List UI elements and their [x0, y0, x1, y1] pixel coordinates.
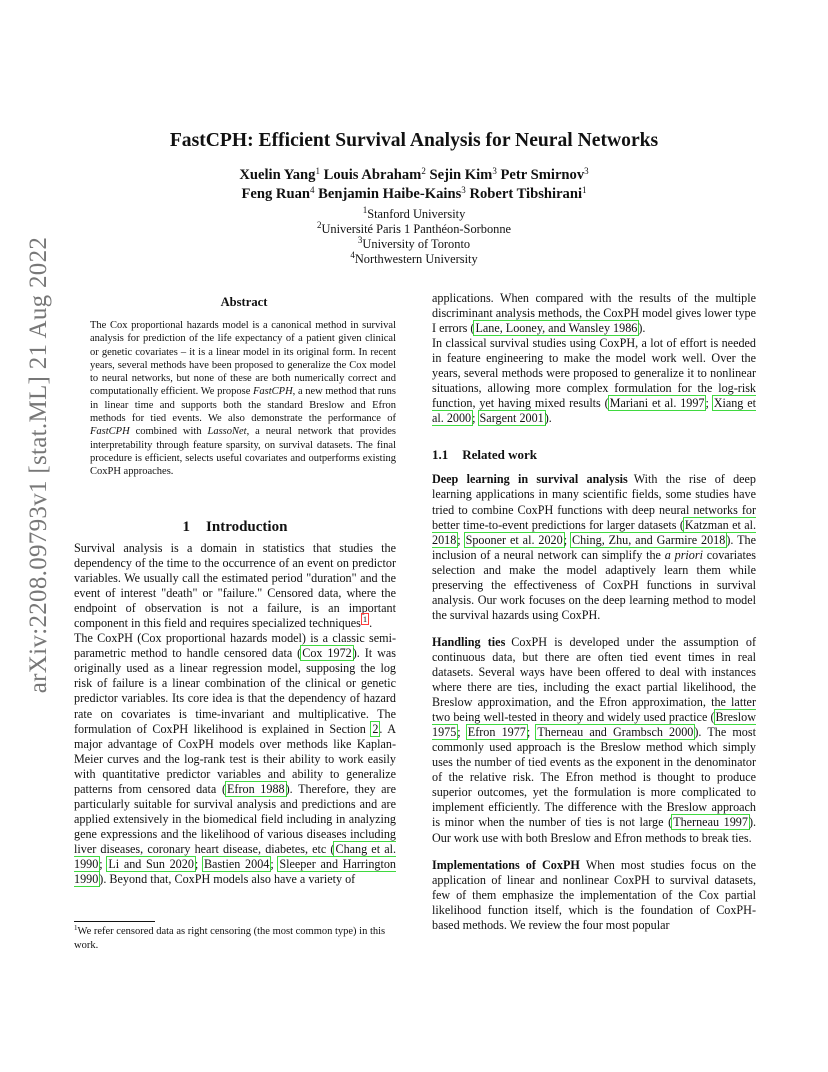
affil-mark: 4: [350, 250, 355, 260]
abstract-text: [90, 319, 396, 479]
paragraph: [74, 631, 396, 887]
subsection-heading-related-work: [432, 446, 756, 463]
paper-title: FastCPH: Efficient Survival Analysis for Neural Networks: [169, 130, 659, 151]
citation-link[interactable]: Li and Sun 2020: [108, 856, 194, 871]
method-name: FastCPH: [253, 386, 293, 398]
affiliation-list: [0, 207, 828, 267]
abstract-segment: combined with: [129, 426, 208, 438]
citation-link[interactable]: Mariani et al. 1997: [609, 396, 705, 411]
text-segment: ). The inclusion of a neural network can simplify the: [432, 532, 756, 562]
arxiv-stamp: [24, 236, 54, 694]
author-affil-mark: 1: [315, 166, 320, 176]
author-name: Xuelin Yang: [239, 167, 316, 183]
paragraph-heading: Implementations of CoxPH: [432, 857, 580, 872]
separator: ;: [563, 532, 572, 547]
subsection-title: Related work: [462, 447, 537, 463]
footnote-mark: 1: [74, 924, 78, 932]
author-affil-mark: 3: [584, 166, 589, 176]
paragraph: [432, 858, 756, 933]
author-name: Petr Smirnov: [500, 167, 585, 183]
affil-mark: 2: [316, 220, 322, 230]
citation-link[interactable]: Cox 1972: [302, 646, 352, 661]
left-column: [74, 541, 396, 887]
citation-link[interactable]: Therneau and Grambsch 2000: [537, 725, 694, 740]
affiliation: [0, 207, 828, 222]
abstract-segment: , a neural network that provides interpretability through feature sparsity, on survival datasets. The final procedure is efficient, selects useful covariates and outperforms existing CoxPH approaches.: [90, 426, 396, 478]
text-segment: ). It was originally used as a linear regression model, supposing the log risk of failure is a linear combination of the clinical or genetic predictor variables. Its core idea is that the dependency of hazard rate on covariates is time-invariant and multiplicative. The formulation of CoxPH likelihood is explained in Section: [74, 646, 396, 736]
text-segment: ). The most commonly used approach is the Breslow method which simply uses the number of tied events as the exponent in the denominator of the relative risk. The Efron method is thought to produce superior outcomes, yet the formulation is more complicated to implement efficiently. The difference with the Breslow approach is minor when the number of ties is not large (: [432, 725, 756, 830]
author-affil-mark: 2: [421, 166, 426, 176]
section-heading-introduction: [74, 517, 396, 537]
citation-link[interactable]: Sleeper and Harrington 1990: [74, 856, 396, 887]
affil-name: Université Paris 1 Panthéon-Sorbonne: [321, 222, 512, 236]
text-segment: In classical survival studies using CoxPH, a lot of effort is needed in feature engineering to make the model work well. Over the years, several methods were proposed to generalize it to nonlinear situations, allowing more complex formulation for the log-risk function, yet having mixed results (: [432, 336, 756, 411]
abstract-segment: The Cox proportional hazards model is a canonical method in survival analysis for prediction of the life expectancy of a patient given clinical or genetic covariates – it is a linear model in its original form. In recent years, several methods have been proposed to generalize the Cox model to neural networks, but none of these are both numerically correct and computationally efficient. We propose: [90, 320, 396, 398]
author-affil-mark: 4: [310, 185, 315, 195]
separator: ;: [194, 856, 203, 871]
citation-link[interactable]: Efron 1977: [467, 725, 526, 740]
abstract-heading: Abstract: [220, 295, 268, 309]
separator: ;: [526, 725, 537, 740]
citation-link[interactable]: Katzman et al. 2018: [432, 517, 756, 547]
author-name: Benjamin Haibe-Kains: [318, 186, 462, 202]
section-number: 1: [182, 519, 191, 535]
text-segment: Survival analysis is a domain in statistics that studies the dependency of the time to the occurrence of an event on predictor variables. We usually call the estimated period "duration" and the event of interest "death" or "failure." Censored data, where the endpoint of observation is not a failure, is an important component in this field and requires specialized techniques: [74, 541, 396, 631]
citation-link[interactable]: Spooner et al. 2020: [465, 532, 563, 547]
affil-mark: 1: [362, 205, 368, 215]
separator: ;: [457, 725, 467, 740]
affil-name: Northwestern University: [354, 252, 478, 266]
author-name: Sejin Kim: [429, 167, 493, 183]
text-segment: .: [369, 616, 373, 631]
right-column: [432, 291, 756, 933]
abstract-segment: , a new method that runs in linear time and supports both the standard Breslow and Efron methods for tied events. We also demonstrate the performance of: [90, 386, 396, 425]
separator: ;: [705, 396, 713, 411]
footnote: [74, 925, 396, 952]
affiliation: [0, 222, 828, 237]
text-segment: covariates selection and make the model adaptively learn them while preserving the effectiveness of CoxPH functions in survival analysis. Our work focuses on the deep learning method to model the survival hazards using CoxPH.: [432, 547, 756, 622]
footnote-text: We refer censored data as right censoring (the most common type) in this work.: [74, 926, 386, 951]
author-affil-mark: 3: [492, 166, 497, 176]
paragraph: [432, 472, 756, 622]
citation-link[interactable]: Bastien 2004: [203, 856, 270, 871]
citation-link[interactable]: Ching, Zhu, and Garmire 2018: [572, 532, 726, 547]
text-segment: ).: [544, 411, 552, 426]
text-segment: ).: [638, 321, 646, 336]
author-list: [0, 166, 828, 204]
citation-link[interactable]: Sargent 2001: [479, 411, 544, 426]
section-link[interactable]: 2: [372, 721, 379, 736]
affiliation: [0, 237, 828, 252]
paragraph-heading: Deep learning in survival analysis: [432, 472, 628, 487]
paragraph: [432, 635, 756, 846]
arxiv-id[interactable]: arXiv:2208.09793v1 [stat.ML] 21 Aug 2022: [25, 236, 53, 694]
paragraph-heading: Handling ties: [432, 634, 506, 649]
separator: ;: [472, 411, 479, 426]
author-affil-mark: 3: [461, 185, 466, 195]
text-segment: CoxPH is developed under the assumption of continuous data, but there are often tied event times in real datasets. Several ways have been offered to deal with instances where there are ties, including the exact partial likelihood, the Breslow approximation, and the Efron approximation, the latter two being well-tested in theory and widely used practice (: [432, 634, 756, 725]
paragraph: [74, 541, 396, 631]
paragraph: [432, 336, 756, 426]
citation-link[interactable]: Breslow 1975: [432, 710, 756, 740]
footnote-rule: [74, 921, 155, 922]
separator: ;: [270, 856, 279, 871]
footnote-link[interactable]: 1: [362, 614, 368, 625]
affil-name: University of Toronto: [362, 237, 471, 251]
author-name: Louis Abraham: [323, 167, 422, 183]
citation-link[interactable]: Xiang et al. 2000: [432, 396, 756, 426]
text-segment: ). Beyond that, CoxPH models also have a variety of: [99, 872, 356, 887]
method-name: FastCPH: [90, 426, 130, 438]
paragraph: [432, 291, 756, 336]
method-name: LassoNet: [207, 426, 247, 438]
separator: ;: [457, 532, 465, 547]
text-segment: When most studies focus on the application of linear and nonlinear CoxPH to survival datasets, few of them emphasize the implementation of the Cox partial likelihood function itself, which is the foundation of CoxPH-based methods. We review the four most popular: [432, 857, 756, 932]
section-title: Introduction: [206, 519, 288, 535]
subsection-number: 1.1: [432, 447, 449, 463]
affiliation: [0, 252, 828, 267]
author-line-2: [0, 185, 828, 204]
affil-name: Stanford University: [367, 207, 466, 221]
text-segment: applications. When compared with the results of the multiple discriminant analysis methods, the CoxPH model gives lower type I errors (: [432, 291, 756, 336]
text-segment: The CoxPH (Cox proportional hazards model) is a classic semi-parametric method to handle censored data (: [74, 631, 396, 661]
affil-mark: 3: [357, 235, 363, 245]
author-affil-mark: 1: [582, 185, 587, 195]
separator: ;: [99, 856, 108, 871]
author-name: Robert Tibshirani: [469, 186, 583, 202]
text-segment: ). Therefore, they are particularly suitable for survival analysis and predictions and are applied extensively in the biomedical field including in analyzing gene expressions and the likelihood of various diseases including liver diseases, coronary heart disease, diabetes, etc (: [74, 781, 396, 856]
emphasis: a priori: [664, 547, 703, 562]
citation-link[interactable]: Lane, Looney, and Wansley 1986: [475, 321, 638, 336]
text-segment: . A major advantage of CoxPH models over methods like Kaplan-Meier curves and the log-rank test is their ability to work easily with quantitative predictor variables and ability to generalize patterns from censored data (: [74, 721, 396, 796]
citation-link[interactable]: Efron 1988: [227, 781, 285, 796]
text-segment: With the rise of deep learning applications in many scientific fields, some studies have tried to combine CoxPH functions with deep neural networks for better time-to-event predictions for larger datasets (: [432, 472, 757, 532]
citation-link[interactable]: Therneau 1997: [673, 815, 748, 830]
citation-link[interactable]: Chang et al. 1990: [74, 841, 396, 871]
author-name: Feng Ruan: [241, 186, 310, 202]
text-segment: ). Our work use with both Breslow and Efron methods to break ties.: [432, 815, 757, 845]
author-line-1: [0, 166, 828, 185]
